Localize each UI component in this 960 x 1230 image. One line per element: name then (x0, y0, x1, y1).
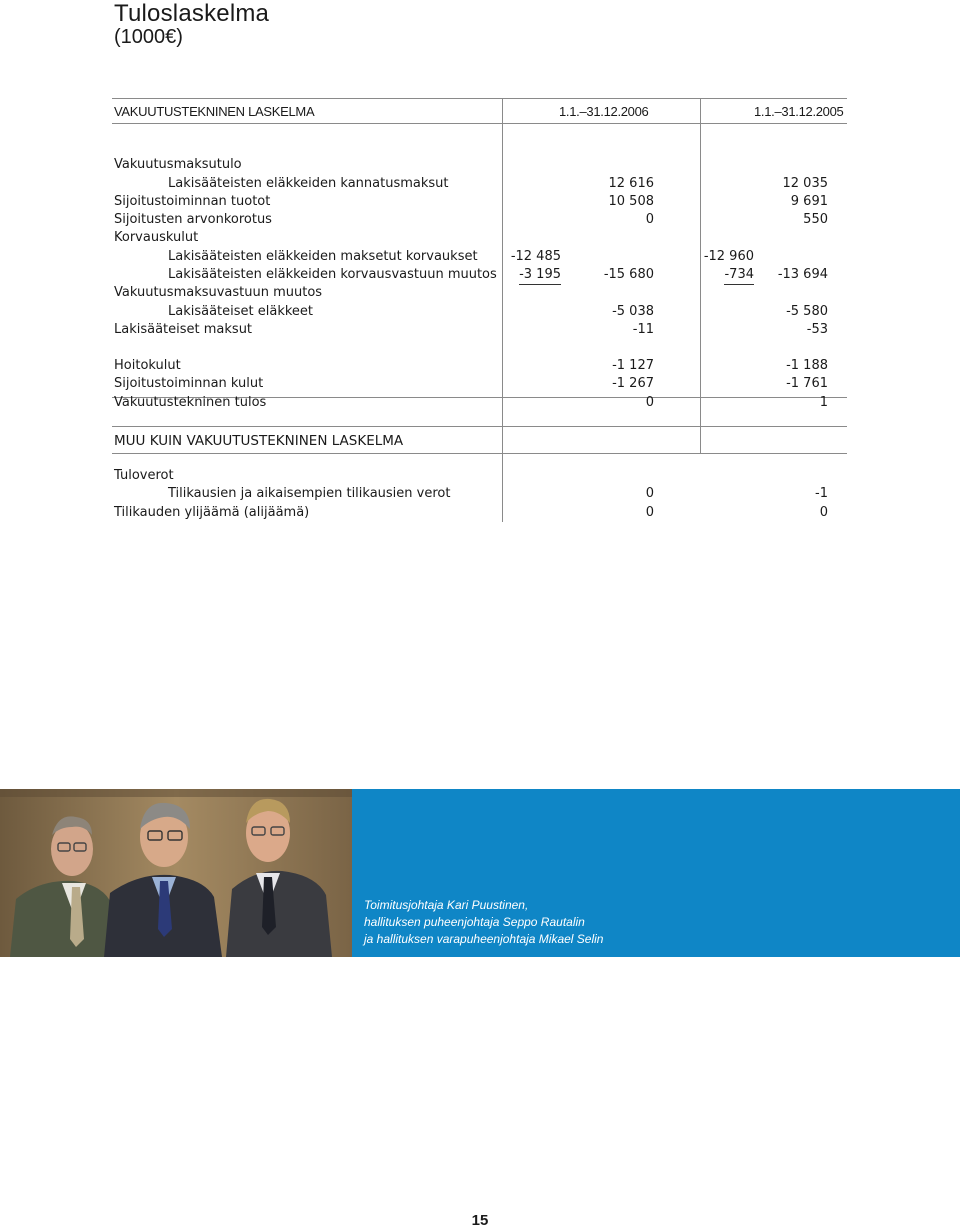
rule-section2-top (112, 426, 847, 427)
value-2006: -15 680 (603, 267, 654, 282)
value-2005: 1 (819, 395, 828, 410)
page-title: Tuloslaskelma (114, 0, 270, 27)
row-label: Hoitokulut (114, 358, 181, 373)
row-label: Vakuutusmaksutulo (114, 157, 242, 172)
table-row (112, 156, 847, 174)
subvalue-2005: -734 (724, 266, 754, 285)
row-label: Vakuutustekninen tulos (114, 395, 267, 410)
table-row-result (112, 394, 847, 412)
table-row (112, 193, 847, 211)
value-2006: 12 616 (608, 176, 654, 191)
table-row (112, 248, 847, 266)
caption-line: Toimitusjohtaja Kari Puustinen, (364, 898, 529, 912)
row-label: Lakisääteisten eläkkeiden kannatusmaksut (168, 176, 449, 191)
value-2006: -1 267 (612, 376, 654, 391)
row-label: Lakisääteisten eläkkeiden korvausvastuun muutos (168, 267, 497, 282)
value-2005: -1 188 (786, 358, 828, 373)
section2-heading: MUU KUIN VAKUUTUSTEKNINEN LASKELMA (114, 433, 404, 449)
value-2005: -53 (806, 322, 828, 337)
caption-panel (352, 789, 960, 957)
table-row (112, 467, 847, 485)
table-row (112, 504, 847, 522)
value-2005: 9 691 (790, 194, 828, 209)
row-label: Sijoitusten arvonkorotus (114, 212, 272, 227)
column-header-2006: 1.1.–31.12.2006 (559, 104, 649, 119)
table-row (112, 266, 847, 284)
rule-section2-bottom (112, 453, 847, 454)
table-row (112, 303, 847, 321)
value-2006: 0 (645, 486, 654, 501)
table-row (112, 229, 847, 247)
table-row (112, 357, 847, 375)
value-2006: -5 038 (612, 304, 654, 319)
row-label: Sijoitustoiminnan tuotot (114, 194, 271, 209)
table-row (112, 175, 847, 193)
value-2006: 0 (645, 505, 654, 520)
row-label: Tilikausien ja aikaisempien tilikausien verot (168, 486, 451, 501)
value-2005: 12 035 (782, 176, 828, 191)
row-label: Lakisääteisten eläkkeiden maksetut korvaukset (168, 249, 478, 264)
row-label: Tilikauden ylijäämä (alijäämä) (114, 505, 310, 520)
value-2005: -1 761 (786, 376, 828, 391)
table-row (112, 485, 847, 503)
subvalue-2006: -3 195 (519, 266, 561, 285)
value-2005: -1 (815, 486, 828, 501)
photo-banner (0, 789, 960, 957)
row-label: Vakuutusmaksuvastuun muutos (114, 285, 323, 300)
table-row (112, 321, 847, 339)
section-heading: VAKUUTUSTEKNINEN LASKELMA (114, 104, 315, 119)
caption-line: hallituksen puheenjohtaja Seppo Rautalin (364, 915, 585, 929)
row-label: Lakisääteiset maksut (114, 322, 253, 337)
row-label: Lakisääteiset eläkkeet (168, 304, 314, 319)
row-label: Korvauskulut (114, 230, 199, 245)
table-row (112, 375, 847, 393)
value-2005: -5 580 (786, 304, 828, 319)
value-2006: 0 (645, 212, 654, 227)
value-2005: 0 (819, 505, 828, 520)
value-2006: -11 (632, 322, 654, 337)
column-header-2005: 1.1.–31.12.2005 (754, 104, 844, 119)
row-label: Tuloverot (114, 468, 174, 483)
table-row (112, 211, 847, 229)
board-photo (0, 789, 352, 957)
table-row (112, 284, 847, 302)
subvalue-2005: -12 960 (703, 249, 754, 264)
value-2006: -1 127 (612, 358, 654, 373)
subvalue-2006: -12 485 (510, 249, 561, 264)
rule-top (112, 98, 847, 99)
photo-caption (364, 897, 603, 948)
value-2005: -13 694 (777, 267, 828, 282)
value-2006: 0 (645, 395, 654, 410)
value-2006: 10 508 (608, 194, 654, 209)
caption-line: ja hallituksen varapuheenjohtaja Mikael Selin (364, 932, 604, 946)
page-number: 15 (471, 1212, 489, 1229)
page-subtitle: (1000€) (114, 26, 183, 48)
row-label: Sijoitustoiminnan kulut (114, 376, 264, 391)
value-2005: 550 (803, 212, 828, 227)
